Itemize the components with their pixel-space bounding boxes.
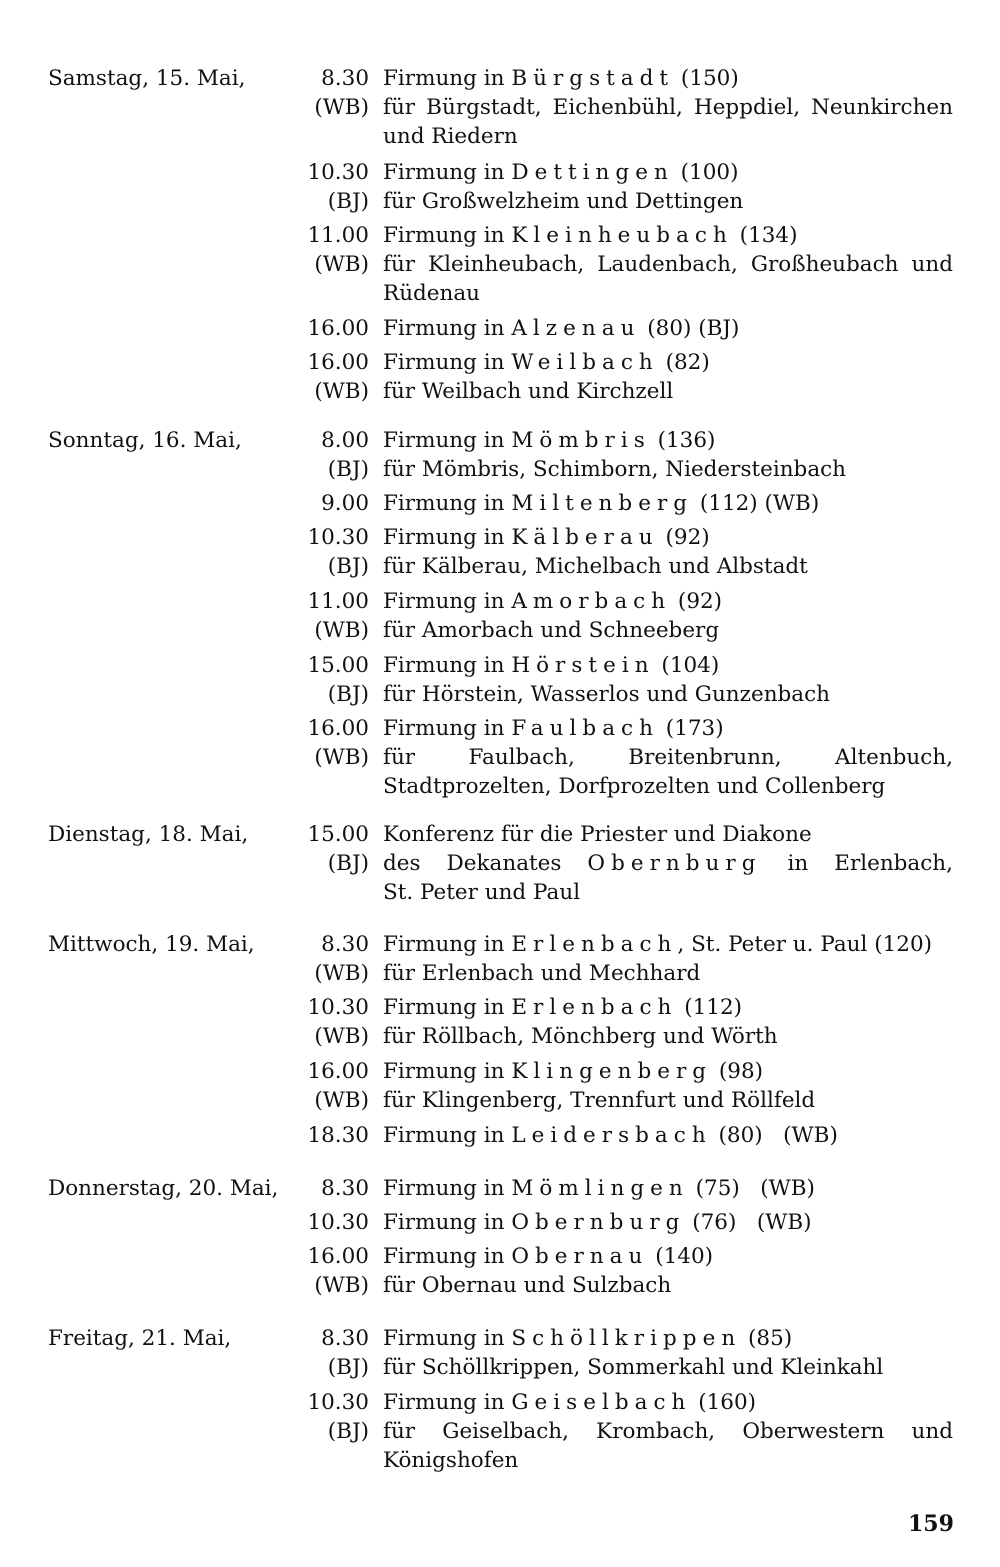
note: für Obernau und Sulzbach	[383, 1273, 672, 1298]
time: 10.30	[307, 525, 369, 550]
time: 16.00	[307, 1059, 369, 1084]
count: (100)	[673, 160, 739, 185]
firmung-prefix: Firmung in	[383, 653, 505, 678]
count: (112) (WB)	[693, 491, 820, 516]
firmung-prefix: Firmung in	[383, 589, 505, 614]
place: Geiselbach	[511, 1390, 692, 1415]
time: 8.30	[321, 1326, 369, 1351]
note: für Schöllkrippen, Sommerkahl und Kleinkahl	[383, 1355, 884, 1380]
count: (92)	[671, 589, 723, 614]
place: Hörstein	[511, 653, 655, 678]
firmung-prefix: Firmung in	[383, 350, 505, 375]
note: für Kleinheubach, Laudenbach, Großheubach und Rüdenau	[383, 252, 953, 306]
note: für Geiselbach, Krombach, Oberwestern und Königshofen	[383, 1419, 953, 1473]
day-label: Dienstag, 18. Mai,	[48, 822, 249, 847]
place: Faulbach	[511, 716, 659, 741]
note: für Klingenberg, Trennfurt und Röllfeld	[383, 1088, 816, 1113]
conference-line-2: des Dekanates Obernburg in Erlenbach,	[383, 851, 953, 876]
time: 8.30	[321, 932, 369, 957]
officiant: (WB)	[314, 745, 369, 770]
note: für Bürgstadt, Eichenbühl, Heppdiel, Neunkirchen und Riedern	[383, 95, 953, 149]
count: (160)	[691, 1390, 757, 1415]
officiant: (BJ)	[327, 1355, 369, 1380]
time: 10.30	[307, 160, 369, 185]
count: (140)	[648, 1244, 714, 1269]
count: (85)	[741, 1326, 793, 1351]
firmung-prefix: Firmung in	[383, 1210, 505, 1235]
place: Mömlingen	[511, 1176, 689, 1201]
time: 8.30	[321, 66, 369, 91]
time: 8.00	[321, 428, 369, 453]
place: Obernau	[511, 1244, 649, 1269]
time: 18.30	[307, 1123, 369, 1148]
officiant: (WB)	[314, 1088, 369, 1113]
day-label: Mittwoch, 19. Mai,	[48, 932, 255, 957]
time: 15.00	[307, 653, 369, 678]
place: Miltenberg	[511, 491, 694, 516]
note: für Weilbach und Kirchzell	[383, 379, 674, 404]
count: (75) (WB)	[688, 1176, 815, 1201]
officiant: (WB)	[314, 961, 369, 986]
note: für Röllbach, Mönchberg und Wörth	[383, 1024, 778, 1049]
time: 10.30	[307, 1390, 369, 1415]
place: Erlenbach	[511, 995, 678, 1020]
officiant: (WB)	[314, 1273, 369, 1298]
count: (82)	[658, 350, 710, 375]
count: (92)	[658, 525, 710, 550]
place: Weilbach	[511, 350, 659, 375]
count: (98)	[712, 1059, 764, 1084]
officiant: (WB)	[314, 1024, 369, 1049]
time: 16.00	[307, 316, 369, 341]
officiant: (WB)	[314, 618, 369, 643]
firmung-prefix: Firmung in	[383, 932, 505, 957]
place: Amorbach	[511, 589, 672, 614]
day-label: Freitag, 21. Mai,	[48, 1326, 232, 1351]
place: Dettingen	[511, 160, 674, 185]
day-label: Samstag, 15. Mai,	[48, 66, 246, 91]
count: (136)	[650, 428, 716, 453]
officiant: (BJ)	[327, 457, 369, 482]
count: , St. Peter u. Paul (120)	[677, 932, 933, 957]
count: (80) (WB)	[711, 1123, 838, 1148]
note: für Faulbach, Breitenbrunn, Altenbuch, Stadtprozelten, Dorfprozelten und Collenberg	[383, 745, 953, 799]
firmung-prefix: Firmung in	[383, 1390, 505, 1415]
firmung-prefix: Firmung in	[383, 223, 505, 248]
time: 8.30	[321, 1176, 369, 1201]
firmung-prefix: Firmung in	[383, 160, 505, 185]
place: Erlenbach	[511, 932, 678, 957]
officiant: (WB)	[314, 252, 369, 277]
firmung-prefix: Firmung in	[383, 66, 505, 91]
conference-line-1: Konferenz für die Priester und Diakone	[383, 822, 812, 847]
officiant: (BJ)	[327, 851, 369, 876]
time: 10.30	[307, 1210, 369, 1235]
place: Schöllkrippen	[511, 1326, 742, 1351]
place: Bürgstadt	[511, 66, 675, 91]
page-number: 159	[908, 1511, 954, 1537]
count: (173)	[658, 716, 724, 741]
time: 16.00	[307, 716, 369, 741]
firmung-prefix: Firmung in	[383, 428, 505, 453]
officiant: (BJ)	[327, 554, 369, 579]
note: für Großwelzheim und Dettingen	[383, 189, 744, 214]
place: Obernburg	[587, 851, 762, 876]
day-label: Sonntag, 16. Mai,	[48, 428, 242, 453]
place: Klingenberg	[511, 1059, 713, 1084]
firmung-prefix: Firmung in	[383, 1123, 505, 1148]
time: 9.00	[321, 491, 369, 516]
time: 15.00	[307, 822, 369, 847]
place: Leidersbach	[511, 1123, 712, 1148]
count: (134)	[732, 223, 798, 248]
count: (80) (BJ)	[640, 316, 740, 341]
officiant: (BJ)	[327, 682, 369, 707]
count: (104)	[654, 653, 720, 678]
firmung-prefix: Firmung in	[383, 1244, 505, 1269]
place: Mömbris	[511, 428, 651, 453]
note: für Mömbris, Schimborn, Niedersteinbach	[383, 457, 847, 482]
officiant: (WB)	[314, 379, 369, 404]
note: für Amorbach und Schneeberg	[383, 618, 720, 643]
officiant: (BJ)	[327, 189, 369, 214]
place: Alzenau	[511, 316, 641, 341]
day-label: Donnerstag, 20. Mai,	[48, 1176, 279, 1201]
time: 11.00	[307, 223, 369, 248]
count: (76) (WB)	[685, 1210, 812, 1235]
firmung-prefix: Firmung in	[383, 1059, 505, 1084]
officiant: (BJ)	[327, 1419, 369, 1444]
firmung-prefix: Firmung in	[383, 525, 505, 550]
place: Obernburg	[511, 1210, 686, 1235]
conference-line-3: St. Peter und Paul	[383, 880, 581, 905]
note: für Kälberau, Michelbach und Albstadt	[383, 554, 808, 579]
firmung-prefix: Firmung in	[383, 1176, 505, 1201]
firmung-prefix: Firmung in	[383, 491, 505, 516]
count: (150)	[674, 66, 739, 91]
firmung-prefix: Firmung in	[383, 1326, 505, 1351]
note: für Erlenbach und Mechhard	[383, 961, 701, 986]
time: 11.00	[307, 589, 369, 614]
note: für Hörstein, Wasserlos und Gunzenbach	[383, 682, 831, 707]
count: (112)	[677, 995, 743, 1020]
time: 16.00	[307, 1244, 369, 1269]
time: 10.30	[307, 995, 369, 1020]
firmung-prefix: Firmung in	[383, 316, 505, 341]
firmung-prefix: Firmung in	[383, 995, 505, 1020]
time: 16.00	[307, 350, 369, 375]
firmung-prefix: Firmung in	[383, 716, 505, 741]
place: Kleinheubach	[511, 223, 733, 248]
officiant: (WB)	[314, 95, 369, 120]
place: Kälberau	[511, 525, 659, 550]
